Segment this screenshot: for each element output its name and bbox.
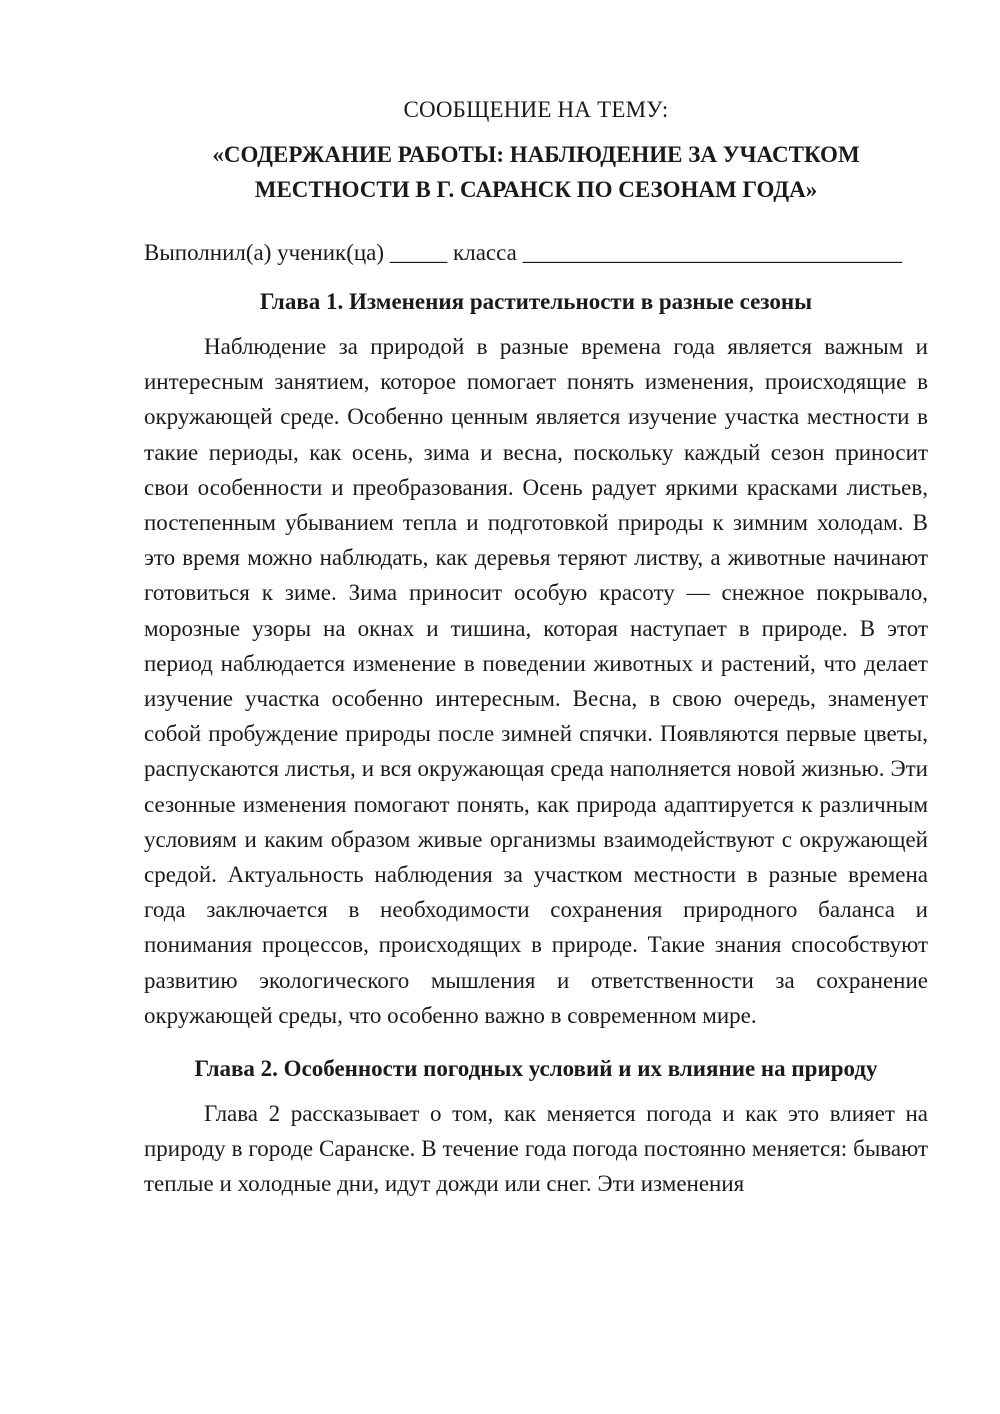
- chapter-2: [144, 1051, 928, 1202]
- chapter-paragraph: Наблюдение за природой в разные времена года является важным и интересным занятием, которое помогает понять изменения, происходящие в окружающей среде. Особенно ценным является изучение участка местности в такие периоды, как осень, зима и весна, поскольку каждый сезон приносит свои особенности и преобразования. Осень радует яркими красками листьев, постепенным убыванием тепла и подготовкой природы к зимним холодам. В это время можно наблюдать, как деревья теряют листву, а животные начинают готовиться к зиме. Зима приносит особую красоту — снежное покрывало, морозные узоры на окнах и тишина, которая наступает в природе. В этот период наблюдается изменение в поведении животных и растений, что делает изучение участка особенно интересным. Весна, в свою очередь, знаменует собой пробуждение природы после зимней спячки. Появляются первые цветы, распускаются листья, и вся окружающая среда наполняется новой жизнью. Эти сезонные изменения помогают понять, как природа адаптируется к различным условиям и каким образом живые организмы взаимодействуют с окружающей средой. Актуальность наблюдения за участком местности в разные времена года заключается в необходимости сохранения природного баланса и понимания процессов, происходящих в природе. Такие знания способствуют развитию экологического мышления и ответственности за сохранение окружающей среды, что особенно важно в современном мире.: [144, 334, 928, 1028]
- document-body: [144, 92, 928, 1202]
- chapter-paragraph: Глава 2 рассказывает о том, как меняется погода и как это влияет на природу в городе Саранске. В течение года погода постоянно меняется: бывают теплые и холодные дни, идут дожди или снег. Эти изменения: [144, 1101, 928, 1197]
- author-line: Выполнил(а) ученик(ца) _____ класса _________________________________: [144, 240, 903, 265]
- chapter-1: [144, 284, 928, 1033]
- document-title: «СОДЕРЖАНИЕ РАБОТЫ: НАБЛЮДЕНИЕ ЗА УЧАСТКОМ МЕСТНОСТИ В Г. САРАНСК ПО СЕЗОНАМ ГОДА»: [212, 142, 860, 202]
- topic-label: СООБЩЕНИЕ НА ТЕМУ:: [403, 97, 669, 122]
- chapter-heading: Глава 2. Особенности погодных условий и их влияние на природу: [194, 1056, 878, 1082]
- chapter-heading: Глава 1. Изменения растительности в разные сезоны: [259, 289, 813, 314]
